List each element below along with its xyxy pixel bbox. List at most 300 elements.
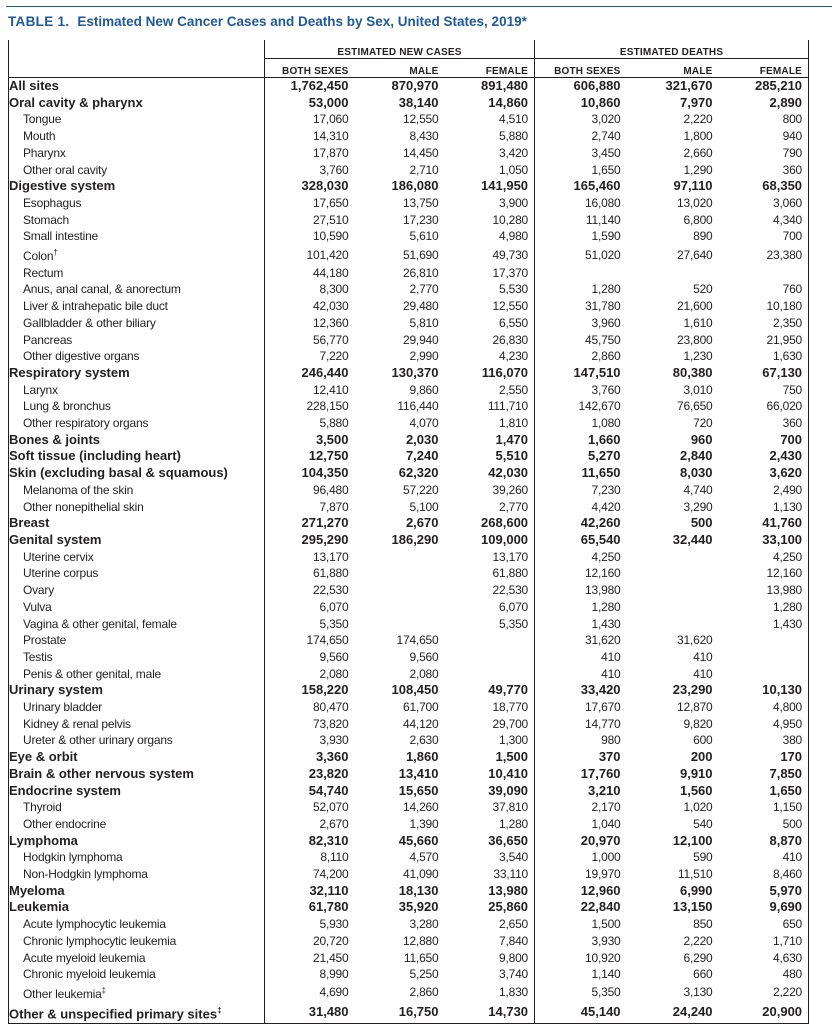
table-cell: 850 [693,917,713,932]
table-cell: 1,500 [591,917,621,932]
table-cell: 1,430 [719,616,809,633]
table-cell [535,265,627,282]
row-label-text: Prostate [23,633,67,648]
table-cell: 76,650 [677,399,713,414]
row-label-text: Esophagus [23,195,82,210]
table-cell: 3,540 [445,849,535,866]
table-cell: 3,360 [315,749,349,765]
footnote-mark: ‡ [217,1005,222,1015]
row-label-text: Gallbladder & other biliary [23,315,156,330]
row-label [9,732,265,749]
table-cell: 7,220 [319,349,349,364]
table-cell: 22,840 [580,899,621,915]
table-cell: 980 [601,733,621,748]
row-label-text: Breast [9,515,50,531]
row-label [9,565,265,582]
table-cell: 13,020 [677,195,713,210]
table-cell: 4,950 [719,716,809,733]
row-label-text: Penis & other genital, male [23,666,162,681]
row-label [9,162,265,179]
row-label-text: All sites [9,78,59,93]
table-cell: 1,050 [445,162,535,179]
row-label [9,532,265,549]
table-cell: 8,300 [319,282,349,297]
row-label [9,515,265,532]
row-label-text: Stomach [23,212,69,227]
table-cell: 246,440 [301,364,349,380]
row-label-text: Testis [23,649,53,664]
table-cell: 12,160 [719,565,809,582]
table-row [9,212,809,229]
table-cell: 650 [719,916,809,933]
table-cell: 5,250 [409,967,439,982]
table-cell: 2,660 [683,145,713,160]
table-cell: 606,880 [573,78,621,93]
table-row [9,599,809,616]
table-cell: 12,360 [312,315,349,330]
table-cell: 49,770 [445,682,535,699]
row-label [9,549,265,566]
table-cell: 1,710 [719,933,809,950]
table-cell: 2,990 [409,349,439,364]
table-cell: 1,650 [719,783,809,800]
table-cell: 186,290 [391,531,439,547]
table-row [9,245,809,265]
table-cell: 200 [690,749,713,765]
row-label-text: Non-Hodgkin lymphoma [23,867,148,882]
table-cell: 18,130 [398,882,439,898]
table-row [9,1003,809,1024]
table-cell: 39,260 [445,482,535,499]
table-row [9,78,809,95]
table-cell: 174,650 [396,633,439,648]
table-cell: 13,170 [312,549,349,564]
table-cell: 62,320 [398,465,439,481]
row-label-text: Lymphoma [9,832,78,848]
table-row [9,582,809,599]
table-cell: 42,030 [445,465,535,482]
row-label-text: Skin (excluding basal & squamous) [9,465,228,481]
table-cell: 44,180 [312,265,349,280]
table-cell: 890 [693,229,713,244]
table-cell: 1,020 [683,800,713,815]
table-cell: 3,900 [445,195,535,212]
table-cell: 10,590 [312,229,349,244]
table-cell: 1,630 [719,348,809,365]
table-cell: 42,260 [580,515,621,531]
table-cell: 2,220 [683,112,713,127]
table-row [9,111,809,128]
table-cell: 12,550 [402,112,439,127]
group-new-cases: ESTIMATED NEW CASES [265,40,535,59]
table-cell: 720 [693,416,713,431]
table-cell: 3,290 [683,499,713,514]
table-row [9,966,809,983]
table-row [9,732,809,749]
table-cell: 5,350 [319,616,349,631]
table-cell: 5,350 [445,616,535,633]
row-label-text: Chronic myeloid leukemia [23,967,156,982]
table-cell: 3,010 [683,382,713,397]
table-cell: 1,280 [591,599,621,614]
footnote-mark: ‡ [101,985,106,995]
table-cell: 32,110 [309,882,349,898]
table-cell: 1,280 [719,599,809,616]
row-label [9,749,265,766]
table-cell: 13,980 [719,582,809,599]
table-cell [445,632,535,649]
table-cell [355,599,445,616]
table-cell: 271,270 [301,515,349,531]
table-cell: 108,450 [391,682,439,698]
row-label [9,499,265,516]
table-cell [719,649,809,666]
row-label-text: Anus, anal canal, & anorectum [23,282,181,297]
table-cell: 2,860 [409,985,439,1000]
table-row [9,415,809,432]
table-cell: 104,350 [301,465,349,481]
table-cell: 14,450 [402,145,439,160]
row-label [9,582,265,599]
table-cell: 1,300 [445,732,535,749]
table-cell: 10,920 [585,950,621,965]
table-cell: 6,070 [319,599,349,614]
row-label-text: Other endocrine [23,816,107,831]
table-cell: 13,150 [672,899,713,915]
table-cell: 12,550 [445,298,535,315]
table-row [9,883,809,900]
row-label [9,883,265,900]
table-cell: 1,150 [719,799,809,816]
table-cell: 45,750 [585,332,621,347]
table-cell: 7,850 [719,766,809,783]
table-cell: 66,020 [719,398,809,415]
table-cell: 6,990 [679,882,713,898]
column-header-row [9,59,809,78]
row-label [9,983,265,1003]
table-cell: 74,200 [312,867,349,882]
table-cell: 410 [601,649,621,664]
table-cell: 2,840 [679,448,713,464]
table-cell: 2,770 [409,282,439,297]
row-label-text: Pharynx [23,145,66,160]
group-header-row [9,40,809,59]
row-label-text: Myeloma [9,882,65,898]
table-cell: 8,990 [319,967,349,982]
table-cell: 33,100 [719,532,809,549]
table-cell: 23,380 [719,245,809,265]
table-cell: 228,150 [306,399,349,414]
table-cell: 80,380 [672,364,713,380]
table-cell: 116,070 [445,365,535,382]
table-cell: 20,970 [580,832,621,848]
table-row [9,298,809,315]
table-row [9,332,809,349]
table-cell: 3,210 [587,782,621,798]
table-cell: 1,650 [591,162,621,177]
table-cell: 12,160 [585,566,621,581]
table-row [9,315,809,332]
table-cell: 23,290 [672,682,713,698]
table-cell: 22,530 [445,582,535,599]
table-cell: 10,130 [719,682,809,699]
row-label [9,616,265,633]
table-cell: 42,030 [312,299,349,314]
table-cell: 9,860 [409,382,439,397]
table-cell: 2,170 [591,800,621,815]
table-cell: 38,140 [398,94,439,110]
table-cell: 2,650 [445,916,535,933]
table-cell: 2,630 [409,733,439,748]
table-cell [627,565,719,582]
row-label [9,265,265,282]
table-cell: 35,920 [398,899,439,915]
table-row [9,849,809,866]
table-cell: 11,140 [585,212,621,227]
table-cell: 5,610 [409,229,439,244]
table-cell: 410 [719,849,809,866]
table-cell: 19,970 [585,867,621,882]
row-label [9,933,265,950]
table-cell: 11,650 [581,465,621,481]
table-cell [355,616,445,633]
table-cell: 4,510 [445,111,535,128]
table-cell: 4,570 [409,850,439,865]
table-cell: 5,350 [591,985,621,1000]
row-label-text: Genital system [9,531,102,547]
table-cell: 268,600 [445,515,535,532]
row-label-text: Soft tissue (including heart) [9,448,181,464]
row-label [9,916,265,933]
table-cell: 1,080 [591,416,621,431]
table-cell: 4,420 [591,499,621,514]
row-label [9,382,265,399]
table-caption: Estimated New Cancer Cases and Deaths by Sex, United States, 2019* [77,14,527,29]
table-row [9,348,809,365]
table-cell: 4,070 [409,416,439,431]
table-row [9,899,809,916]
table-row [9,178,809,195]
table-cell: 31,780 [585,299,621,314]
table-cell: 5,930 [319,917,349,932]
table-cell: 20,720 [312,933,349,948]
table-cell: 370 [598,749,621,765]
table-cell: 2,860 [591,349,621,364]
table-row [9,916,809,933]
table-cell: 5,530 [445,281,535,298]
table-cell: 3,420 [445,145,535,162]
table-cell: 5,270 [587,448,621,464]
row-label [9,783,265,800]
table-cell: 29,700 [445,716,535,733]
table-row [9,833,809,850]
row-label [9,699,265,716]
table-cell: 61,780 [308,899,349,915]
table-cell: 2,220 [683,933,713,948]
table-cell: 8,460 [719,866,809,883]
table-row [9,432,809,449]
table-row [9,448,809,465]
table-cell: 4,250 [591,549,621,564]
table-cell: 170 [719,749,809,766]
row-label [9,482,265,499]
table-cell: 39,090 [445,783,535,800]
row-label [9,398,265,415]
table-cell: 8,030 [679,465,713,481]
table-cell: 2,770 [445,499,535,516]
table-row [9,162,809,179]
row-label [9,432,265,449]
table-cell: 37,810 [445,799,535,816]
row-label-text: Ovary [23,583,55,598]
row-label [9,899,265,916]
table-row [9,950,809,967]
table-cell: 56,770 [312,332,349,347]
row-label [9,415,265,432]
table-cell: 700 [719,228,809,245]
table-cell: 4,340 [719,212,809,229]
table-row [9,632,809,649]
table-cell: 6,290 [683,950,713,965]
table-cell: 1,390 [409,816,439,831]
table-cell: 109,000 [445,532,535,549]
table-cell: 41,090 [402,867,439,882]
table-cell: 6,550 [445,315,535,332]
row-label [9,228,265,245]
row-label-text: Melanoma of the skin [23,482,134,497]
table-cell: 31,480 [265,1003,355,1024]
table-cell: 8,430 [409,129,439,144]
col-header: MALE [355,59,445,78]
table-row [9,365,809,382]
table-cell: 16,080 [585,195,621,210]
table-cell: 111,710 [445,398,535,415]
table-cell: 328,030 [301,178,349,194]
row-label [9,632,265,649]
table-cell: 1,130 [719,499,809,516]
table-cell: 45,660 [398,832,439,848]
table-cell [445,666,535,683]
table-row [9,195,809,212]
table-cell: 147,510 [573,364,621,380]
table-cell: 285,210 [719,78,809,95]
table-cell: 29,480 [402,299,439,314]
table-cell [355,582,445,599]
table-cell: 61,880 [445,565,535,582]
table-cell: 410 [601,666,621,681]
table-row [9,532,809,549]
row-label [9,178,265,195]
table-cell: 96,480 [312,482,349,497]
row-label [9,966,265,983]
col-header: BOTH SEXES [265,59,355,78]
table-cell: 1,430 [591,616,621,631]
row-label-text: Other leukemia [23,986,102,1001]
row-label [9,649,265,666]
table-cell: 3,060 [719,195,809,212]
table-cell [627,616,719,633]
table-cell [719,632,809,649]
table-cell: 3,960 [591,315,621,330]
table-cell: 1,040 [591,816,621,831]
table-cell: 12,100 [672,832,713,848]
top-rule [6,6,832,7]
table-cell: 26,830 [445,332,535,349]
row-label-text: Respiratory system [9,364,130,380]
table-cell: 9,560 [319,649,349,664]
table-cell: 2,740 [591,129,621,144]
table-cell: 1,590 [591,229,621,244]
table-cell: 27,510 [312,212,349,227]
table-cell: 600 [693,733,713,748]
table-cell: 790 [719,145,809,162]
table-cell: 6,800 [683,212,713,227]
table-row [9,682,809,699]
table-cell: 1,290 [683,162,713,177]
table-cell: 3,130 [683,985,713,1000]
table-row [9,799,809,816]
table-cell: 321,670 [665,78,713,93]
table-cell: 116,440 [397,399,439,414]
table-cell: 4,230 [445,348,535,365]
row-label [9,212,265,229]
row-label [9,866,265,883]
row-label [9,599,265,616]
table-cell: 4,690 [319,985,349,1000]
table-cell: 73,820 [312,716,349,731]
table-cell: 1,830 [445,983,535,1003]
table-cell: 1,470 [445,432,535,449]
table-cell: 540 [693,816,713,831]
table-cell: 1,660 [587,431,621,447]
table-cell: 5,970 [719,883,809,900]
row-label-text: Rectum [23,265,64,280]
row-label [9,465,265,482]
table-cell: 7,970 [679,94,713,110]
table-row [9,549,809,566]
table-cell: 51,020 [585,247,621,262]
table-cell [627,549,719,566]
row-label [9,448,265,465]
row-label-text: Uterine corpus [23,566,99,581]
table-cell: 2,430 [719,448,809,465]
table-cell: 174,650 [306,633,349,648]
table-row [9,228,809,245]
table-row [9,616,809,633]
table-cell: 3,930 [591,933,621,948]
table-cell: 960 [690,431,713,447]
row-label-text: Small intestine [23,229,99,244]
table-cell: 1,280 [591,282,621,297]
table-cell: 16,750 [355,1003,445,1024]
table-row [9,515,809,532]
table-cell: 1,860 [405,749,439,765]
table-cell: 17,060 [312,112,349,127]
table-cell: 82,310 [308,832,349,848]
row-label [9,833,265,850]
table-cell [627,599,719,616]
table-cell: 29,940 [402,332,439,347]
table-cell: 3,450 [591,145,621,160]
row-label-text: Acute lymphocytic leukemia [23,917,166,932]
table-row [9,933,809,950]
table-cell: 870,970 [391,78,439,93]
table-title [8,14,527,29]
table-row [9,816,809,833]
table-cell: 15,650 [398,782,439,798]
table-cell: 17,230 [402,212,439,227]
table-cell: 1,800 [683,129,713,144]
